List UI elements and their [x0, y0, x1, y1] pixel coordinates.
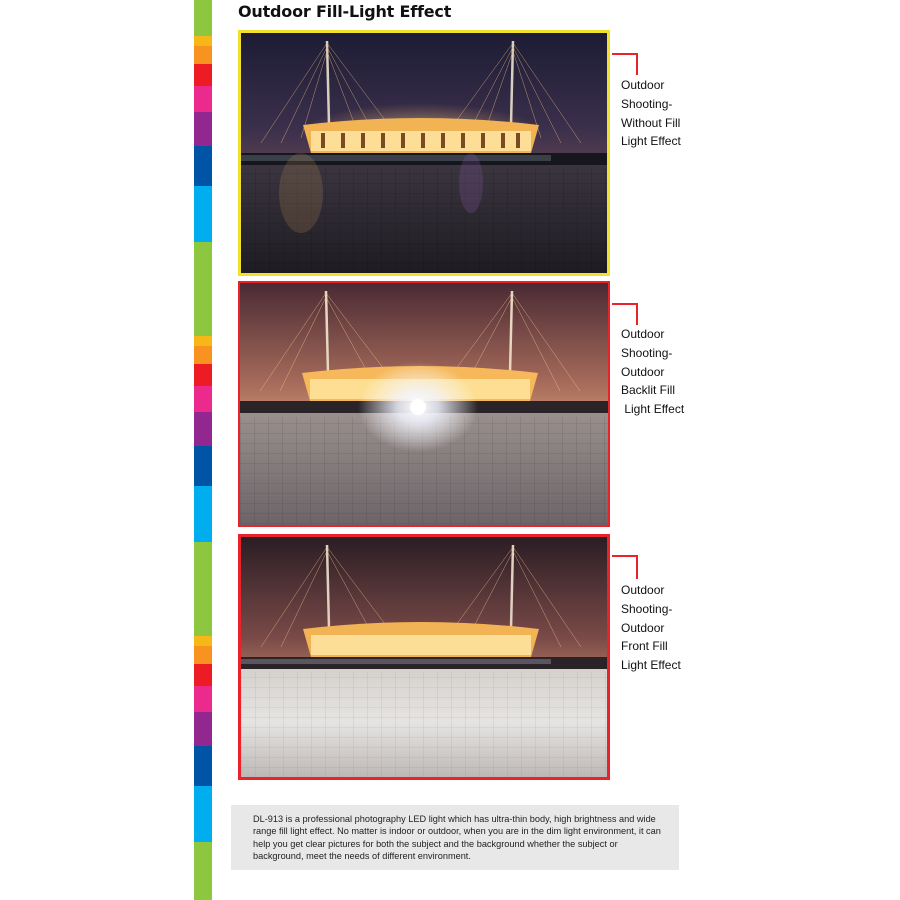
stripe-segment	[194, 686, 212, 712]
caption-connector	[612, 53, 638, 75]
stripe-segment	[194, 486, 212, 542]
stripe-segment	[194, 446, 212, 486]
caption-backlit-fill: Outdoor Shooting- Outdoor Backlit Fill Light Effect	[621, 327, 685, 417]
stripe-segment	[194, 146, 212, 186]
product-description: DL-913 is a professional photography LED light which has ultra-thin body, high brightness and wide range fill light effect. No matter is indoor or outdoor, when you are in the dim light environment, it can help you get clear pictures for both the subject and the background whether the subject or background, meet the needs of different environment.	[231, 805, 679, 870]
stripe-segment	[194, 664, 212, 686]
caption-connector	[612, 555, 638, 579]
stripe-segment	[194, 364, 212, 386]
stripe-segment	[194, 542, 212, 600]
stripe-segment	[194, 712, 212, 746]
stripe-segment	[194, 112, 212, 146]
caption-without-fill: Outdoor Shooting- Without Fill Light Effect	[621, 78, 681, 149]
stripe-segment	[194, 36, 212, 46]
stripe-segment	[194, 186, 212, 242]
stripe-segment	[194, 842, 212, 900]
stripe-segment	[194, 300, 212, 336]
photo-front-fill	[238, 534, 610, 780]
stripe-segment	[194, 746, 212, 786]
stripe-segment	[194, 242, 212, 300]
photo-backlit-fill	[238, 281, 610, 527]
stripe-segment	[194, 600, 212, 636]
caption-front-fill: Outdoor Shooting- Outdoor Front Fill Light Effect	[621, 583, 681, 673]
caption-connector	[612, 303, 638, 325]
stripe-segment	[194, 46, 212, 64]
stripe-segment	[194, 412, 212, 446]
stripe-segment	[194, 346, 212, 364]
stripe-segment	[194, 86, 212, 112]
stripe-segment	[194, 386, 212, 412]
stripe-segment	[194, 636, 212, 646]
stripe-segment	[194, 786, 212, 842]
photo-without-fill	[238, 30, 610, 276]
stripe-segment	[194, 64, 212, 86]
stripe-segment	[194, 336, 212, 346]
color-stripe	[194, 0, 212, 900]
stripe-segment	[194, 0, 212, 36]
page-title: Outdoor Fill-Light Effect	[238, 2, 452, 21]
stripe-segment	[194, 646, 212, 664]
